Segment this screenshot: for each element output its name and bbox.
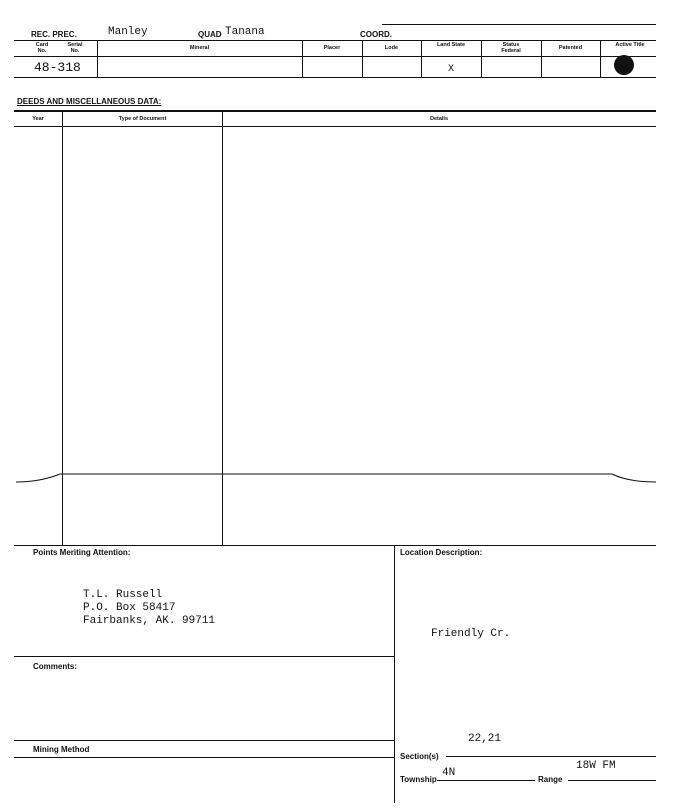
mining-bottom-rule xyxy=(14,757,394,758)
points-label: Points Meriting Attention: xyxy=(33,548,131,557)
rec-prec-label: REC. PREC. xyxy=(31,30,77,39)
deeds-title: DEEDS AND MISCELLANEOUS DATA: xyxy=(17,97,162,106)
col-divider-4 xyxy=(421,40,422,77)
quad-value: Tanana xyxy=(225,26,265,38)
table-top-rule xyxy=(14,40,656,41)
col-divider-7 xyxy=(600,40,601,77)
deeds-fold-line xyxy=(0,466,678,488)
mineral-header: Mineral xyxy=(189,45,210,51)
mining-method-label: Mining Method xyxy=(33,745,90,754)
section-label: Section(s) xyxy=(400,752,439,761)
range-rule xyxy=(568,780,656,781)
type-of-document-header: Type of Document xyxy=(118,116,167,122)
header-top-rule xyxy=(382,24,656,25)
status-federal-header: Status Federal xyxy=(501,42,521,54)
land-state-mark: X xyxy=(448,64,455,75)
points-line-1: T.L. Russell xyxy=(83,589,163,601)
quad-label: QUAD xyxy=(198,30,222,39)
coord-label: COORD. xyxy=(360,30,392,39)
active-title-dot xyxy=(614,55,634,75)
deeds-bottom-rule xyxy=(14,545,656,546)
card-no-header: Card No. xyxy=(35,42,49,54)
col-divider-5 xyxy=(481,40,482,77)
details-header: Details xyxy=(429,116,449,122)
mining-top-rule xyxy=(14,740,394,741)
township-label: Township xyxy=(400,775,437,784)
range-value: 18W FM xyxy=(576,760,616,772)
deeds-header-rule xyxy=(14,126,656,127)
active-title-header: Active Title xyxy=(615,42,645,48)
points-line-3: Fairbanks, AK. 99711 xyxy=(83,615,216,627)
section-rule xyxy=(446,756,656,757)
serial-no-header: Serial No. xyxy=(67,42,83,54)
location-label: Location Description: xyxy=(400,548,483,557)
lode-header: Lode xyxy=(384,45,399,51)
year-header: Year xyxy=(32,116,44,122)
placer-header: Placer xyxy=(323,45,341,51)
township-rule xyxy=(437,780,535,781)
location-description: Friendly Cr. xyxy=(431,628,511,640)
township-value: 4N xyxy=(442,767,456,779)
comments-label: Comments: xyxy=(33,662,78,671)
section-value: 22,21 xyxy=(468,733,502,745)
table-bottom-rule xyxy=(14,77,656,78)
table-header-rule xyxy=(14,56,656,57)
points-line-2: P.O. Box 58417 xyxy=(83,602,176,614)
range-label: Range xyxy=(538,775,563,784)
deeds-top-rule xyxy=(14,110,656,112)
comments-top-rule xyxy=(14,656,394,657)
patented-header: Patented xyxy=(558,45,583,51)
card-serial-value: 48-318 xyxy=(34,60,81,75)
land-state-header: Land State xyxy=(436,42,466,48)
lower-section-divider xyxy=(394,545,395,803)
rec-prec-value: Manley xyxy=(108,26,148,38)
